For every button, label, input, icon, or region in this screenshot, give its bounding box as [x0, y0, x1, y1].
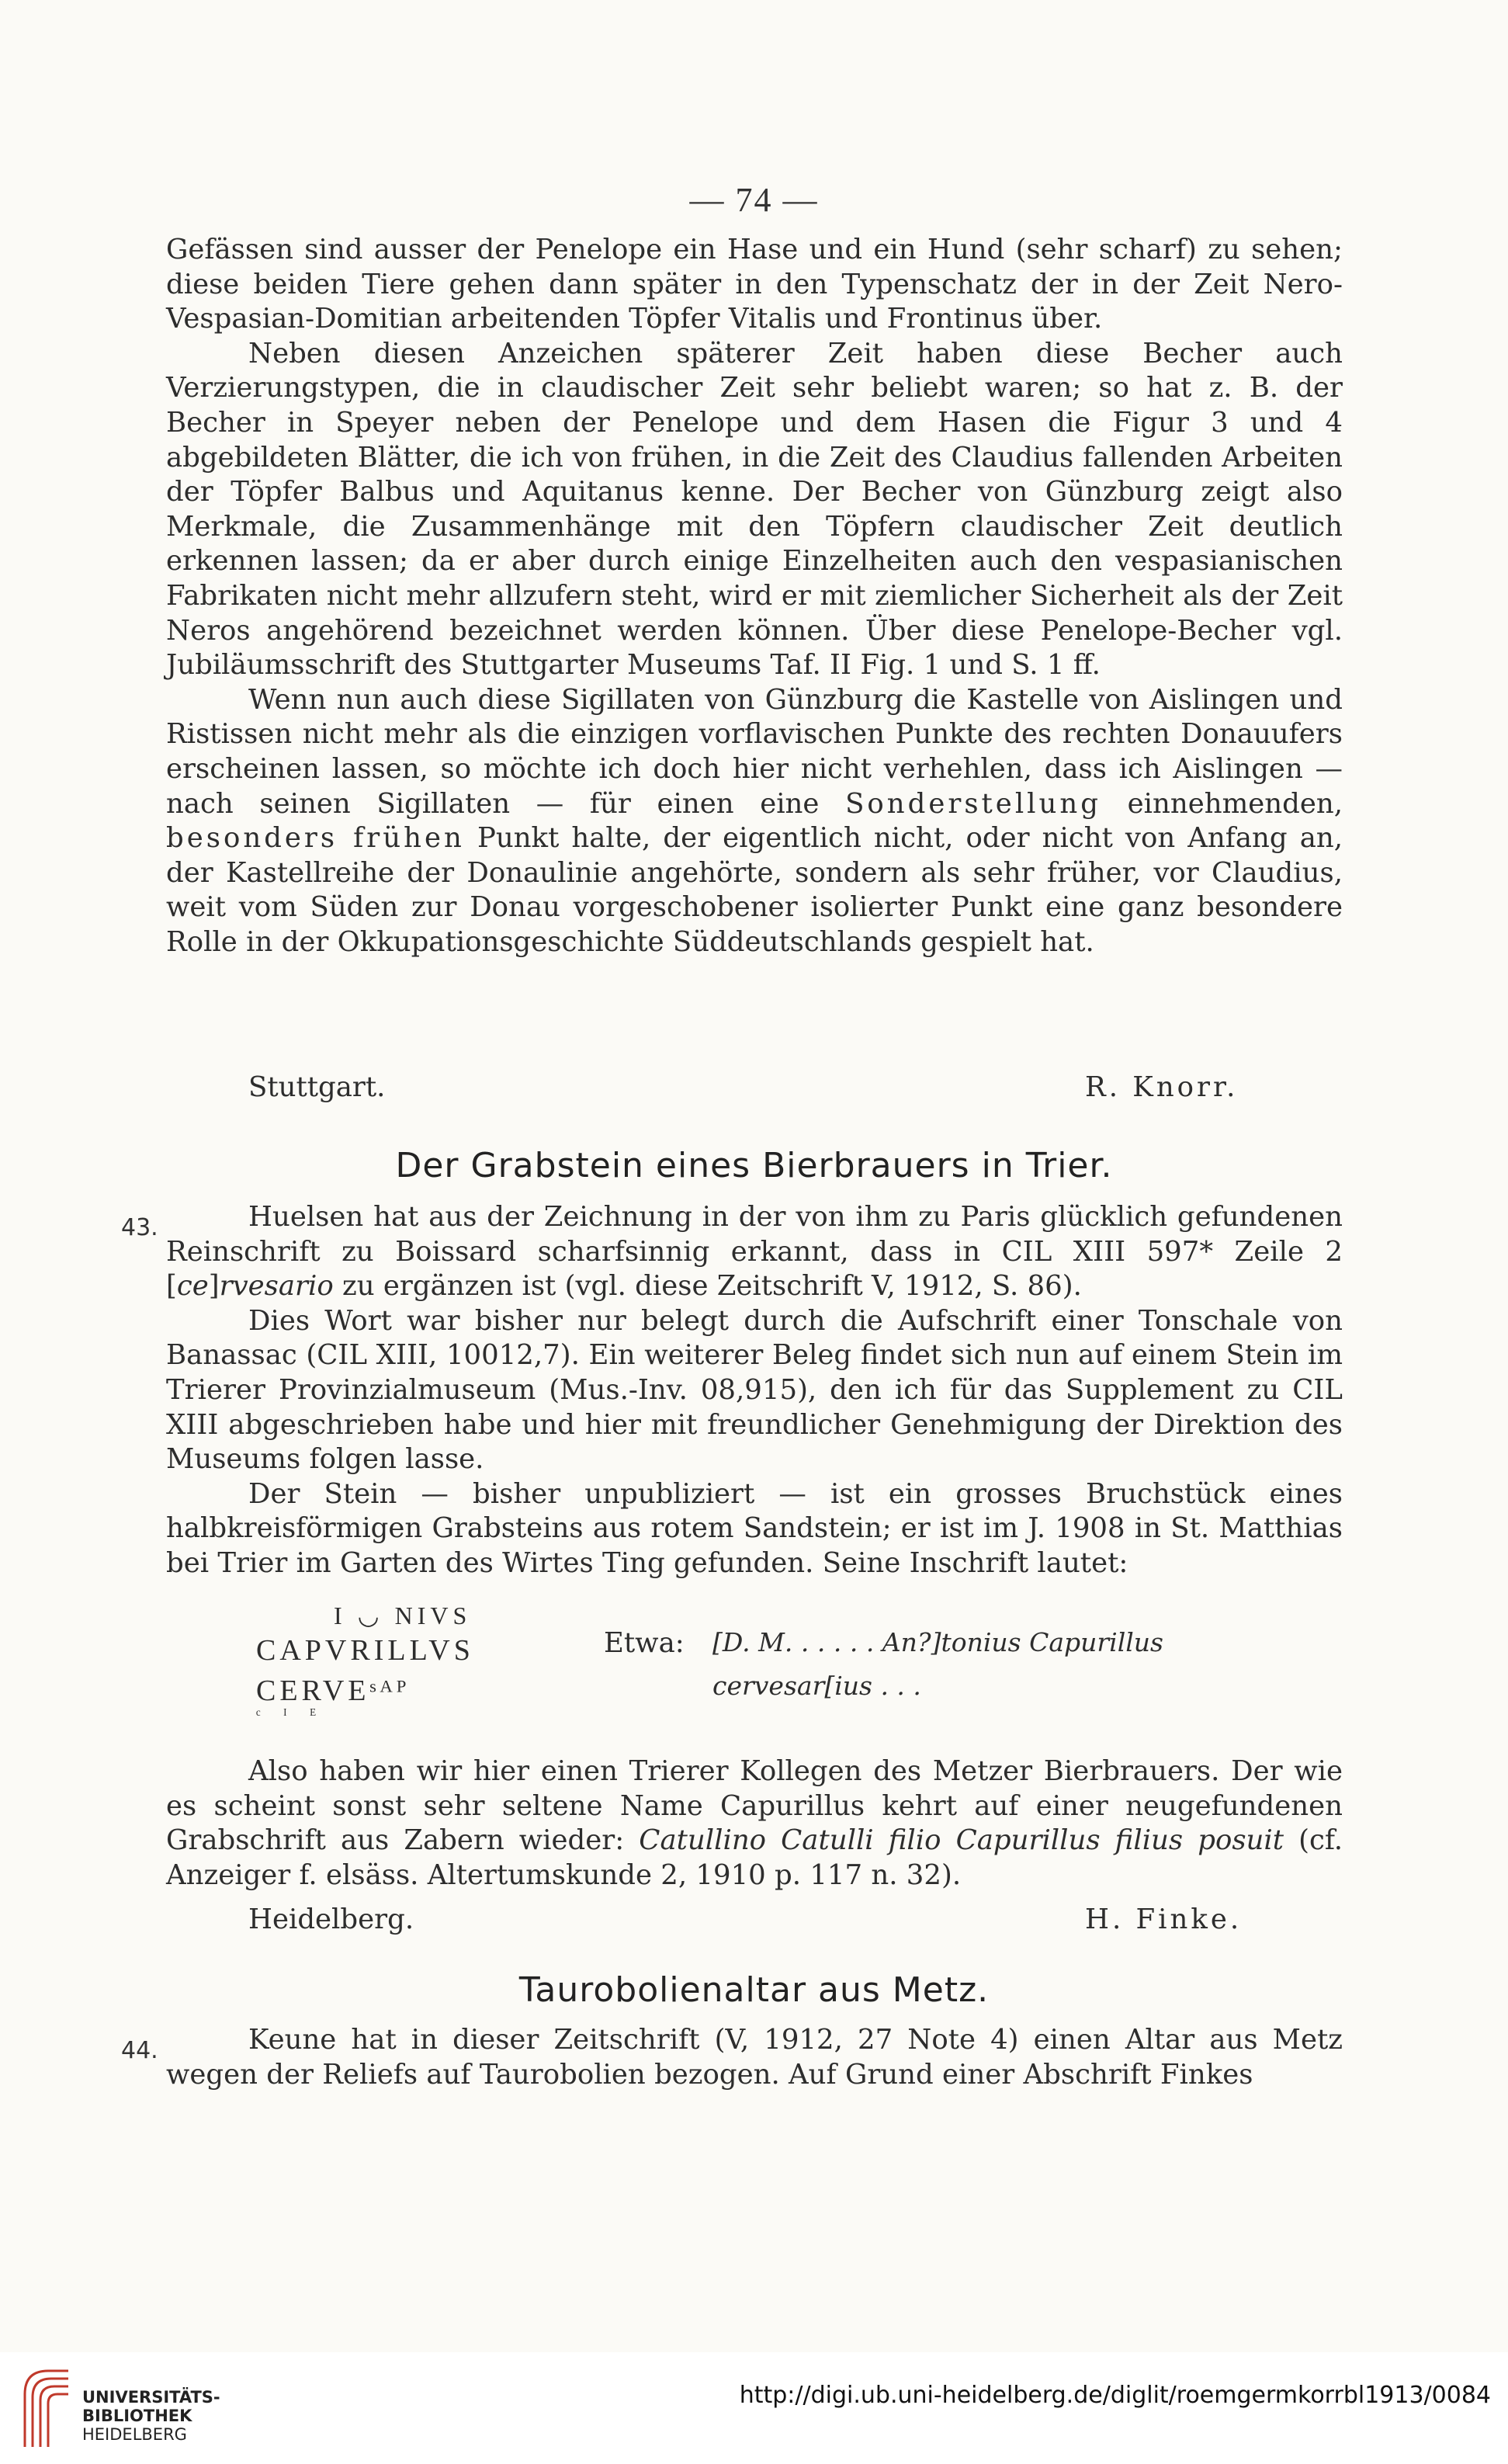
source-url-link[interactable]: http://digi.ub.uni-heidelberg.de/diglit/roemgermkorrbl1913/0084: [739, 2382, 1491, 2409]
paragraph: Der Stein — bisher unpubliziert — ist ein grosses Bruchstück eines halbkreisförmigen Grabsteins aus rotem Sandstein; er ist im J. 1908 in St. Matthias bei Trier im Garten des Wirtes Ting gefunden. Seine Inschrift lautet:: [166, 1477, 1343, 1579]
section-44-text: [166, 2023, 1343, 2092]
paragraph: Wenn nun auch diese Sigillaten von Günzburg die Kastelle von Aislingen und Ristissen nicht mehr als die einzigen vorflavischen Punkte des rechten Donauufers erscheinen lassen, so möchte ich doch hier nicht verhehlen, dass ich Aislingen — nach seinen Sigillaten — für einen eine Sonderstellung einnehmenden, besonders frühen Punkt halte, der eigentlich nicht, oder nicht von Anfang an, der Kastellreihe der Donaulinie angehörte, sondern als sehr früher, vor Claudius, weit vom Süden zur Donau vorgeschobener isolierter Punkt eine ganz besondere Rolle in der Okkupationsgeschichte Süddeutschlands gespielt hat.: [166, 683, 1343, 958]
page-number: — 74 —: [689, 181, 819, 219]
signature-author: R. Knorr.: [1085, 1071, 1239, 1103]
library-name: UNIVERSITÄTS- BIBLIOTHEK HEIDELBERG: [82, 2388, 220, 2444]
paragraph: Huelsen hat aus der Zeichnung in der von ihm zu Paris glücklich gefundenen Reinschrift zu Boissard scharfsinnig erkannt, dass in CIL XIII 597* Zeile 2 [ce]rvesario zu ergänzen ist (vgl. diese Zeitschrift V, 1912, S. 86).: [166, 1201, 1343, 1303]
spaced-emphasis: Sonderstellung: [845, 787, 1101, 820]
paragraph: Dies Wort war bisher nur belegt durch die Aufschrift einer Tonschale von Banassac (CIL XIII, 10012,7). Ein weiterer Beleg findet sich nun auf einem Stein im Trierer Provinzialmuseum (Mus.-Inv. 08,915), den ich für das Supplement zu CIL XIII abgeschrieben habe und hier mit freundlicher Genehmigung der Direktion des Museums folgen lasse.: [166, 1304, 1343, 1476]
library-footer: [0, 2352, 1508, 2464]
signature-author: H. Finke.: [1085, 1904, 1243, 1935]
inscription-line: CERVEˢᴬᴾ: [256, 1674, 411, 1707]
inscription-line: ᶜ ᴵ ᴱ: [256, 1705, 326, 1722]
reading-label: Etwa:: [604, 1627, 685, 1659]
paragraph: Neben diesen Anzeichen späterer Zeit haben diese Becher auch Verzierungstypen, die in claudischer Zeit sehr beliebt waren; so hat z. B. der Becher in Speyer neben der Penelope und dem Hasen die Figur 3 und 4 abgebildeten Blätter, die ich von frühen, in die Zeit des Claudius fallenden Arbeiten der Töpfer Balbus und Aquitanus kenne. Der Becher von Günzburg zeigt also Merkmale, die Zusammenhänge mit den Töpfern claudischer Zeit deutlich erkennen lassen; da er aber durch einige Einzelheiten auch den vespasianischen Fabrikaten nicht mehr allzufern steht, wird er mit ziemlicher Sicherheit als der Zeit Neros angehörend bezeichnet werden können. Über diese Penelope-Becher vgl. Jubiläumsschrift des Stuttgarter Museums Taf. II Fig. 1 und S. 1 ff.: [166, 337, 1343, 682]
section-43-closing: [166, 1754, 1343, 1893]
spaced-emphasis: besonders frühen: [166, 822, 465, 855]
inscription-line: I ◡ NIVS: [334, 1602, 472, 1629]
paragraph: Also haben wir hier einen Trierer Kollegen des Metzer Bierbrauers. Der wie es scheint sonst sehr seltene Name Capurillus kehrt auf einer neugefundenen Grabschrift aus Zabern wieder: Catullino Catulli filio Capurillus filius posuit (cf. Anzeiger f. elsäss. Altertumskunde 2, 1910 p. 117 n. 32).: [166, 1755, 1343, 1891]
continuation-text: [166, 233, 1343, 960]
reading-line: [D. M. . . . . . An?]tonius Capurillus: [712, 1627, 1163, 1657]
section-heading: Taurobolienaltar aus Metz.: [518, 1970, 990, 2010]
paragraph: Gefässen sind ausser der Penelope ein Hase und ein Hund (sehr scharf) zu sehen; diese beiden Tiere gehen dann später in den Typenschatz der in der Zeit Nero-Vespasian-Domitian arbeitenden Töpfer Vitalis und Frontinus über.: [166, 234, 1343, 335]
section-number: 43.: [121, 1214, 158, 1241]
section-43-text: [166, 1200, 1343, 1581]
reading-line: cervesar[ius . . .: [712, 1671, 921, 1701]
section-number: 44.: [121, 2037, 158, 2064]
library-logo-icon: [17, 2363, 71, 2450]
section-heading: Der Grabstein eines Bierbrauers in Trier.: [395, 1146, 1113, 1185]
inscription-line: CAPVRILLVS: [256, 1634, 474, 1667]
signature-place: Heidelberg.: [248, 1904, 414, 1935]
paragraph: Keune hat in dieser Zeitschrift (V, 1912, 27 Note 4) einen Altar aus Metz wegen der Reliefs auf Taurobolien bezogen. Auf Grund einer Abschrift Finkes: [166, 2024, 1343, 2091]
signature-place: Stuttgart.: [248, 1071, 386, 1103]
